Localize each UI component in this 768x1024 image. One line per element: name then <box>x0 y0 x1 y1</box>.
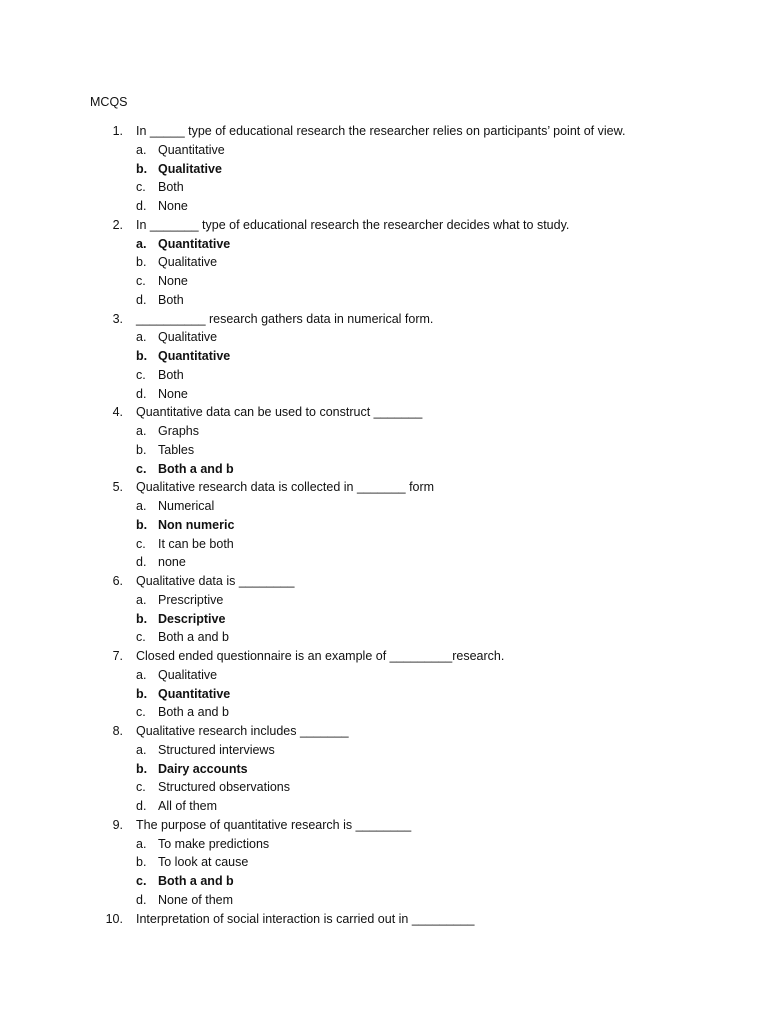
option-text: Tables <box>158 442 195 457</box>
option-text: Quantitative <box>158 349 231 363</box>
option-text: Descriptive <box>158 611 226 626</box>
option-letter: d. <box>136 799 147 813</box>
answer-option <box>0 178 768 197</box>
option-letter: a. <box>136 142 147 157</box>
option-text: Non numeric <box>158 517 235 532</box>
answer-option <box>0 141 768 160</box>
option-letter: a. <box>136 667 147 682</box>
question-item <box>0 403 768 422</box>
question-list <box>0 122 768 928</box>
question-text: In _____ type of educational research the researcher relies on participants’ point of view. <box>136 124 626 138</box>
question-number: 1. <box>112 124 123 138</box>
answer-option-correct <box>0 760 768 779</box>
option-letter: a. <box>136 236 147 251</box>
option-text: Structured observations <box>158 780 291 795</box>
answer-option <box>0 272 768 291</box>
option-text: None of them <box>158 892 234 907</box>
option-letter: c. <box>136 874 147 888</box>
answer-option-correct <box>0 160 768 179</box>
option-text: Quantitative <box>158 236 231 251</box>
option-letter: d. <box>136 199 147 213</box>
question-number: 3. <box>112 311 123 326</box>
question-number: 10. <box>105 911 123 926</box>
question-number: 2. <box>112 217 123 232</box>
option-letter: c. <box>136 780 146 795</box>
answer-option <box>0 385 768 404</box>
option-letter: c. <box>136 536 146 551</box>
option-letter: a. <box>136 592 147 607</box>
option-letter: a. <box>136 742 147 757</box>
option-letter: b. <box>136 255 147 270</box>
answer-option <box>0 535 768 554</box>
question-text: Qualitative data is ________ <box>136 574 295 588</box>
answer-option <box>0 422 768 441</box>
option-text: Prescriptive <box>158 592 224 607</box>
option-letter: b. <box>136 686 148 701</box>
answer-option-correct <box>0 872 768 891</box>
option-text: none <box>158 555 186 570</box>
question-item <box>0 478 768 497</box>
question-text: Interpretation of social interaction is carried out in _________ <box>136 911 475 926</box>
option-text: Both a and b <box>158 705 229 720</box>
answer-option <box>0 253 768 272</box>
option-text: Both a and b <box>158 630 229 645</box>
option-letter: c. <box>136 180 146 195</box>
document-title: MCQS <box>90 95 128 109</box>
question-item <box>0 216 768 235</box>
answer-option <box>0 666 768 685</box>
question-text: __________ research gathers data in numerical form. <box>136 311 434 326</box>
option-text: All of them <box>158 799 218 813</box>
option-letter: a. <box>136 424 147 438</box>
option-text: To make predictions <box>158 836 270 851</box>
option-letter: c. <box>136 274 146 288</box>
answer-option <box>0 628 768 647</box>
option-text: None <box>158 386 188 401</box>
answer-option <box>0 853 768 872</box>
answer-option <box>0 703 768 722</box>
question-text: In _______ type of educational research the researcher decides what to study. <box>136 217 570 232</box>
answer-option <box>0 778 768 797</box>
option-text: Both a and b <box>158 874 234 888</box>
option-text: Qualitative <box>158 330 218 345</box>
option-text: Both <box>158 292 184 307</box>
answer-option-correct <box>0 235 768 254</box>
question-number: 4. <box>112 405 123 420</box>
answer-option-correct <box>0 610 768 629</box>
option-text: None <box>158 274 188 288</box>
question-text: Quantitative data can be used to construct _______ <box>136 405 423 420</box>
answer-option <box>0 291 768 310</box>
option-letter: c. <box>136 705 146 720</box>
option-letter: b. <box>136 855 147 870</box>
question-item <box>0 816 768 835</box>
answer-option <box>0 835 768 854</box>
option-letter: c. <box>136 367 146 382</box>
question-item <box>0 572 768 591</box>
option-letter: d. <box>136 892 147 907</box>
question-number: 5. <box>112 480 123 495</box>
option-letter: b. <box>136 161 148 176</box>
option-letter: a. <box>136 836 147 851</box>
question-number: 6. <box>112 574 123 588</box>
option-text: Both <box>158 180 184 195</box>
option-text: Numerical <box>158 499 215 513</box>
answer-option <box>0 591 768 610</box>
question-number: 7. <box>112 649 123 663</box>
option-text: Both a and b <box>158 461 234 476</box>
answer-option <box>0 328 768 347</box>
option-letter: b. <box>136 442 147 457</box>
option-text: It can be both <box>158 536 234 551</box>
option-letter: b. <box>136 611 148 626</box>
question-text: Qualitative research includes _______ <box>136 724 349 738</box>
option-text: Structured interviews <box>158 742 275 757</box>
option-letter: b. <box>136 349 148 363</box>
answer-option <box>0 797 768 816</box>
answer-option <box>0 197 768 216</box>
option-text: Qualitative <box>158 667 218 682</box>
question-text: Qualitative research data is collected in _______ form <box>136 480 435 495</box>
question-item <box>0 122 768 141</box>
option-text: Quantitative <box>158 142 225 157</box>
answer-option <box>0 366 768 385</box>
option-letter: b. <box>136 517 148 532</box>
question-text: The purpose of quantitative research is ________ <box>136 817 412 832</box>
option-letter: c. <box>136 630 146 645</box>
question-item <box>0 310 768 329</box>
question-item <box>0 722 768 741</box>
answer-option <box>0 553 768 572</box>
answer-option <box>0 441 768 460</box>
option-text: Quantitative <box>158 686 231 701</box>
question-text: Closed ended questionnaire is an example of _________research. <box>136 649 505 663</box>
option-text: Qualitative <box>158 161 222 176</box>
option-letter: d. <box>136 386 147 401</box>
option-text: Graphs <box>158 424 199 438</box>
option-letter: d. <box>136 555 147 570</box>
question-number: 9. <box>112 817 123 832</box>
option-letter: b. <box>136 761 148 776</box>
question-item <box>0 647 768 666</box>
option-letter: a. <box>136 499 147 513</box>
answer-option <box>0 497 768 516</box>
option-letter: c. <box>136 461 147 476</box>
option-text: None <box>158 199 188 213</box>
option-letter: a. <box>136 330 147 345</box>
option-text: Qualitative <box>158 255 218 270</box>
option-letter: d. <box>136 292 147 307</box>
answer-option-correct <box>0 516 768 535</box>
answer-option-correct <box>0 685 768 704</box>
answer-option <box>0 891 768 910</box>
option-text: Dairy accounts <box>158 761 248 776</box>
answer-option <box>0 741 768 760</box>
option-text: Both <box>158 367 184 382</box>
answer-option-correct <box>0 460 768 479</box>
question-number: 8. <box>112 724 123 738</box>
question-item <box>0 910 768 929</box>
option-text: To look at cause <box>158 855 249 870</box>
answer-option-correct <box>0 347 768 366</box>
